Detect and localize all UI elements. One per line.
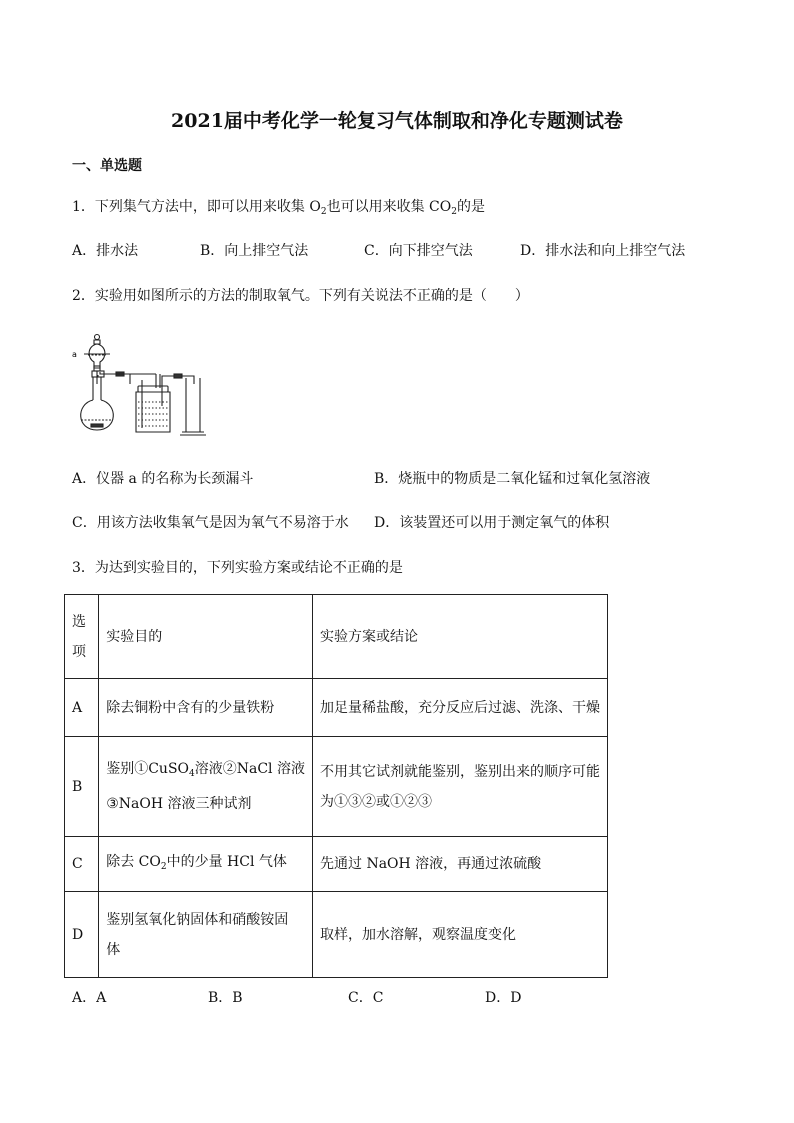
row-option: D xyxy=(65,892,99,978)
q3-option-c: C．C xyxy=(348,990,384,1006)
row-option: A xyxy=(65,679,99,737)
goal-line: 体 xyxy=(106,941,121,958)
separatory-funnel xyxy=(89,344,105,368)
goal-line: 鉴别氢氧化钠固体和硝酸铵固 xyxy=(106,911,289,928)
q3-option-a: A．A xyxy=(72,990,107,1006)
section-heading: 一、单选题 xyxy=(72,158,142,174)
q1-text-part: 也可以用来收集 CO xyxy=(326,199,452,215)
goal-subscript: 2 xyxy=(160,861,167,872)
header-goal: 实验目的 xyxy=(99,595,313,679)
question-1-stem xyxy=(72,196,485,217)
row-goal xyxy=(99,737,313,837)
page-title: 2021届中考化学一轮复习气体制取和净化专题测试卷 xyxy=(171,110,623,132)
q1-option-b: B．向上排空气法 xyxy=(200,243,309,259)
plan-line: 为①③②或①②③ xyxy=(320,793,432,810)
row-option: B xyxy=(65,737,99,837)
row-goal xyxy=(99,892,313,978)
goal-text: 鉴别①CuSO xyxy=(106,761,190,777)
plan-line: 不用其它试剂就能鉴别，鉴别出来的顺序可能 xyxy=(320,763,600,780)
q1-option-a: A．排水法 xyxy=(72,243,139,259)
row-goal xyxy=(99,837,313,892)
measuring-cylinder xyxy=(186,378,200,432)
row-option: C xyxy=(65,837,99,892)
q2-option-a: A．仪器 a 的名称为长颈漏斗 xyxy=(72,471,254,487)
q2-option-b: B．烧瓶中的物质是二氧化锰和过氧化氢溶液 xyxy=(374,471,651,487)
goal-text: 除去 CO xyxy=(106,853,161,870)
goal-line xyxy=(106,754,305,789)
q1-text-part: 1．下列集气方法中，即可以用来收集 O xyxy=(72,199,321,215)
q3-option-d: D．D xyxy=(485,990,522,1006)
q2-option-d: D．该装置还可以用于测定氧气的体积 xyxy=(374,515,610,531)
question-3-stem: 3．为达到实验目的，下列实验方案或结论不正确的是 xyxy=(72,560,403,576)
header-text: 项 xyxy=(72,643,86,660)
figure-label-a: a xyxy=(72,350,77,359)
q3-option-b: B．B xyxy=(208,990,243,1006)
row-plan: 取样，加水溶解，观察温度变化 xyxy=(313,892,608,978)
goal-text: 溶液②NaCl 溶液 xyxy=(194,761,305,777)
funnel-stopper xyxy=(95,335,100,340)
q1-subscript: 2 xyxy=(320,207,327,217)
q1-subscript: 2 xyxy=(451,207,457,217)
q2-option-c: C．用该方法收集氧气是因为氧气不易溶于水 xyxy=(72,515,349,531)
table-row xyxy=(65,737,608,837)
goal-subscript: 4 xyxy=(189,769,195,779)
table-header-row xyxy=(65,595,608,679)
q1-option-d: D．排水法和向上排空气法 xyxy=(520,243,686,259)
header-text: 选 xyxy=(72,613,86,630)
question-2-stem: 2．实验用如图所示的方法的制取氧气。下列有关说法不正确的是（ ） xyxy=(72,288,529,304)
row-plan: 加足量稀盐酸，充分反应后过滤、洗涤、干燥 xyxy=(313,679,608,737)
experiment-table xyxy=(64,594,608,978)
table-row xyxy=(65,837,608,892)
row-plan: 先通过 NaOH 溶液，再通过浓硫酸 xyxy=(313,837,608,892)
goal-text: 中的少量 HCl 气体 xyxy=(166,853,287,870)
oxygen-apparatus-diagram xyxy=(70,332,210,438)
goal-line: ③NaOH 溶液三种试剂 xyxy=(106,796,252,812)
q1-text-part: 的是 xyxy=(456,199,485,215)
table-row xyxy=(65,679,608,737)
header-option xyxy=(65,595,99,679)
row-plan xyxy=(313,737,608,837)
q1-option-c: C．向下排空气法 xyxy=(364,243,473,259)
header-plan: 实验方案或结论 xyxy=(313,595,608,679)
table-row xyxy=(65,892,608,978)
row-goal: 除去铜粉中含有的少量铁粉 xyxy=(99,679,313,737)
